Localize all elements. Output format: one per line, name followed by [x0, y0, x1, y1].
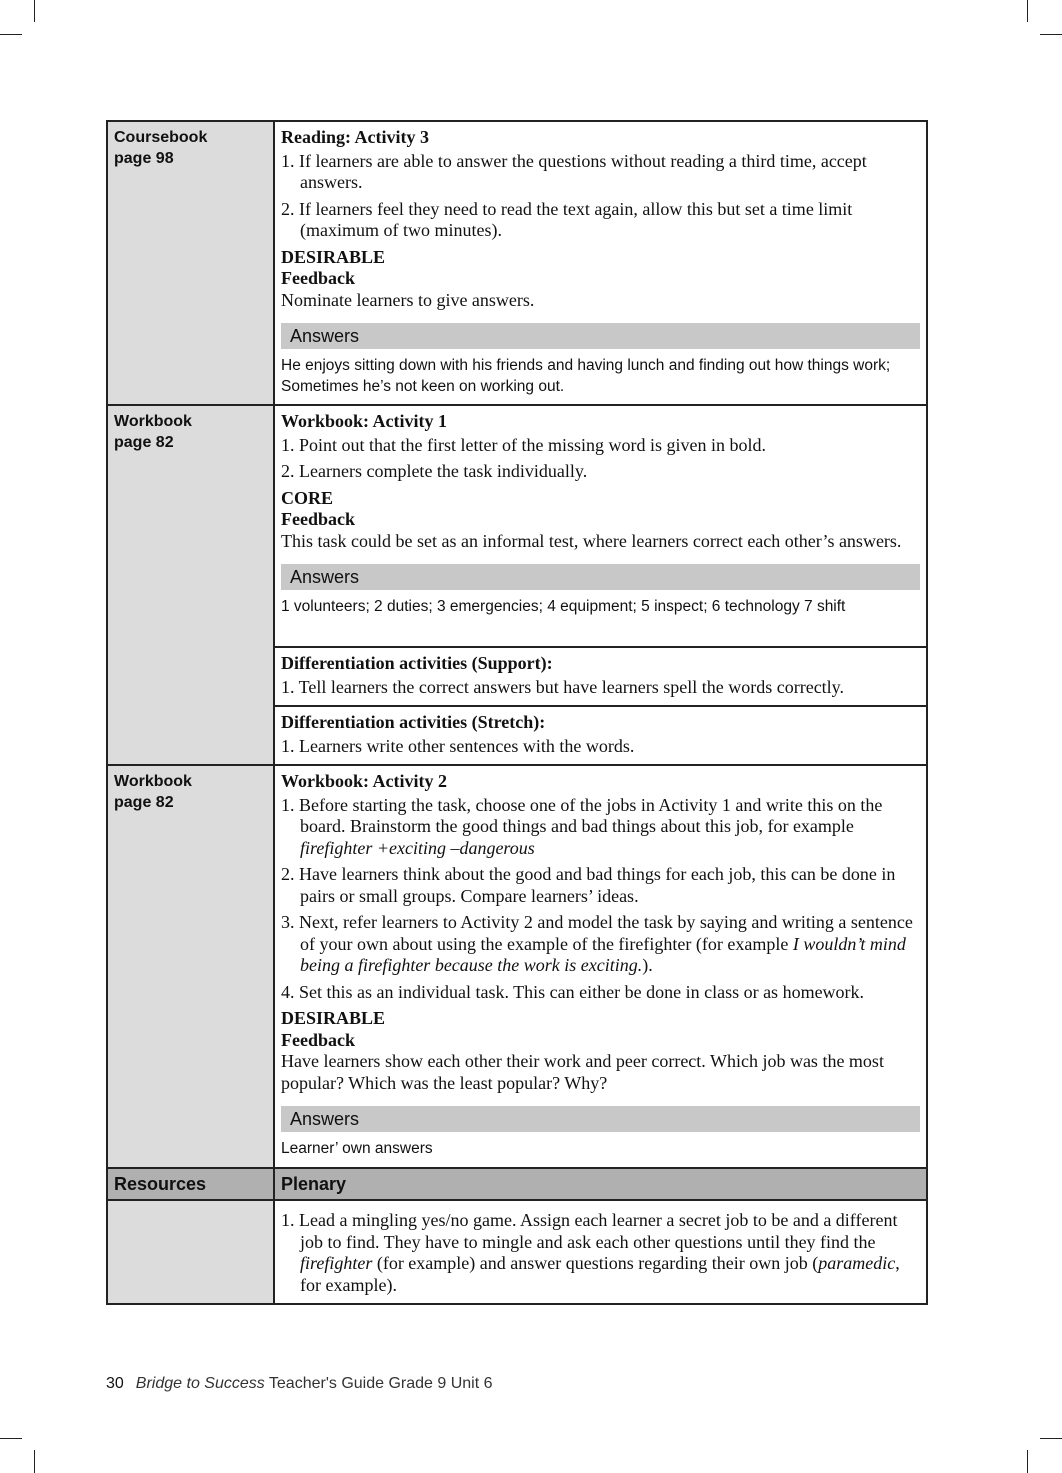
item-example: I wouldn’t mind being a firefighter because the work is exciting.	[300, 933, 906, 975]
answers-text: He enjoys sitting down with his friends and having lunch and finding out how things work; Sometimes he’s not keen on working out.	[281, 357, 891, 395]
item-text: 1. Lead a mingling yes/no game. Assign each learner a secret job to be and a different job to find. They have to mingle and ask each other questions until they find the	[281, 1210, 898, 1252]
table-row	[107, 1200, 927, 1304]
feedback-heading: Feedback	[281, 1029, 355, 1050]
list-item: 2. Have learners think about the good and bad things for each job, this can be done in pairs or small groups. Compare learners’ ideas.	[281, 864, 896, 906]
activity-cell	[274, 121, 927, 405]
list-item: 1. Tell learners the correct answers but have learners spell the words correctly.	[281, 676, 845, 697]
list-item: 1. Point out that the first letter of the missing word is given in bold.	[281, 434, 766, 455]
answers-heading: Answers	[281, 564, 920, 590]
resource-page: page 82	[114, 434, 174, 451]
feedback-text: Have learners show each other their work and peer correct. Which job was the most popular? Which was the least popular? Why?	[281, 1051, 884, 1093]
crop-mark	[1040, 34, 1062, 35]
crop-mark	[1040, 1438, 1062, 1439]
item-text: , for example).	[300, 1253, 900, 1295]
item-text: (for example) and answer questions regarding their own job (	[372, 1253, 819, 1273]
level-label: DESIRABLE	[281, 1008, 386, 1028]
activity-title: Workbook: Activity 2	[281, 771, 448, 791]
crop-mark	[1027, 0, 1028, 22]
crop-mark	[1027, 1450, 1028, 1473]
plenary-heading: Plenary	[274, 1168, 927, 1200]
level-label: DESIRABLE	[281, 246, 386, 267]
resource-label: Workbook	[114, 773, 192, 790]
resource-page: page 82	[114, 794, 174, 811]
list-item	[281, 795, 920, 860]
table-row	[107, 405, 927, 647]
item-text: 1. Before starting the task, choose one of the jobs in Activity 1 and write this on the board. Brainstorm the good things and bad things about this job, for example	[281, 794, 883, 836]
stretch-cell	[274, 706, 927, 765]
support-title: Differentiation activities (Support):	[281, 653, 553, 673]
book-title: Bridge to Success	[135, 1375, 265, 1392]
activity-title: Reading: Activity 3	[281, 127, 429, 147]
lesson-table	[106, 120, 928, 1305]
list-item	[281, 912, 920, 977]
list-item	[281, 1210, 920, 1296]
feedback-heading: Feedback	[281, 268, 355, 288]
item-example: paramedic	[818, 1253, 896, 1273]
activity-cell	[274, 765, 927, 1168]
list-item: 2. Learners complete the task individually.	[281, 461, 588, 481]
resource-label: Coursebook	[114, 129, 208, 146]
activity-title: Workbook: Activity 1	[281, 411, 448, 431]
answers-heading: Answers	[281, 323, 920, 349]
resource-label: Workbook	[114, 413, 192, 430]
activity-cell	[274, 405, 927, 647]
support-cell	[274, 647, 927, 706]
page-number: 30	[106, 1375, 124, 1392]
resources-cell	[107, 1200, 274, 1304]
list-item: 1. If learners are able to answer the questions without reading a third time, accept answers.	[281, 150, 867, 192]
list-item: 4. Set this as an individual task. This can either be done in class or as homework.	[281, 981, 865, 1002]
feedback-heading: Feedback	[281, 509, 355, 529]
feedback-text: Nominate learners to give answers.	[281, 289, 535, 310]
table-row	[107, 765, 927, 1168]
feedback-text: This task could be set as an informal test, where learners correct each other’s answers.	[281, 530, 902, 551]
level-label: CORE	[281, 487, 334, 508]
table-header-row	[107, 1168, 927, 1200]
resource-page: page 98	[114, 150, 174, 167]
resource-cell	[107, 121, 274, 405]
item-text: 3. Next, refer learners to Activity 2 and model the task by saying and writing a sentence of your own about using the example of the firefighter (for example	[281, 912, 913, 954]
list-item: 2. If learners feel they need to read the text again, allow this but set a time limit (maximum of two minutes).	[281, 198, 853, 240]
page-footer	[106, 1375, 493, 1393]
stretch-title: Differentiation activities (Stretch):	[281, 712, 546, 732]
resource-cell	[107, 405, 274, 765]
item-text: ).	[642, 955, 653, 975]
crop-mark	[0, 34, 22, 35]
book-subtitle: Teacher's Guide Grade 9 Unit 6	[264, 1375, 493, 1392]
crop-mark	[34, 1450, 35, 1473]
list-item: 1. Learners write other sentences with the words.	[281, 735, 635, 756]
table-row	[107, 121, 927, 405]
answers-text: Learner’ own answers	[281, 1140, 433, 1157]
resources-heading: Resources	[107, 1168, 274, 1200]
crop-mark	[0, 1438, 22, 1439]
resource-cell	[107, 765, 274, 1168]
answers-heading: Answers	[281, 1106, 920, 1132]
crop-mark	[34, 0, 35, 22]
item-example: firefighter +exciting –dangerous	[300, 837, 535, 858]
answers-text: 1 volunteers; 2 duties; 3 emergencies; 4 equipment; 5 inspect; 6 technology 7 shift	[281, 598, 846, 615]
plenary-cell	[274, 1200, 927, 1304]
item-example: firefighter	[300, 1253, 373, 1273]
